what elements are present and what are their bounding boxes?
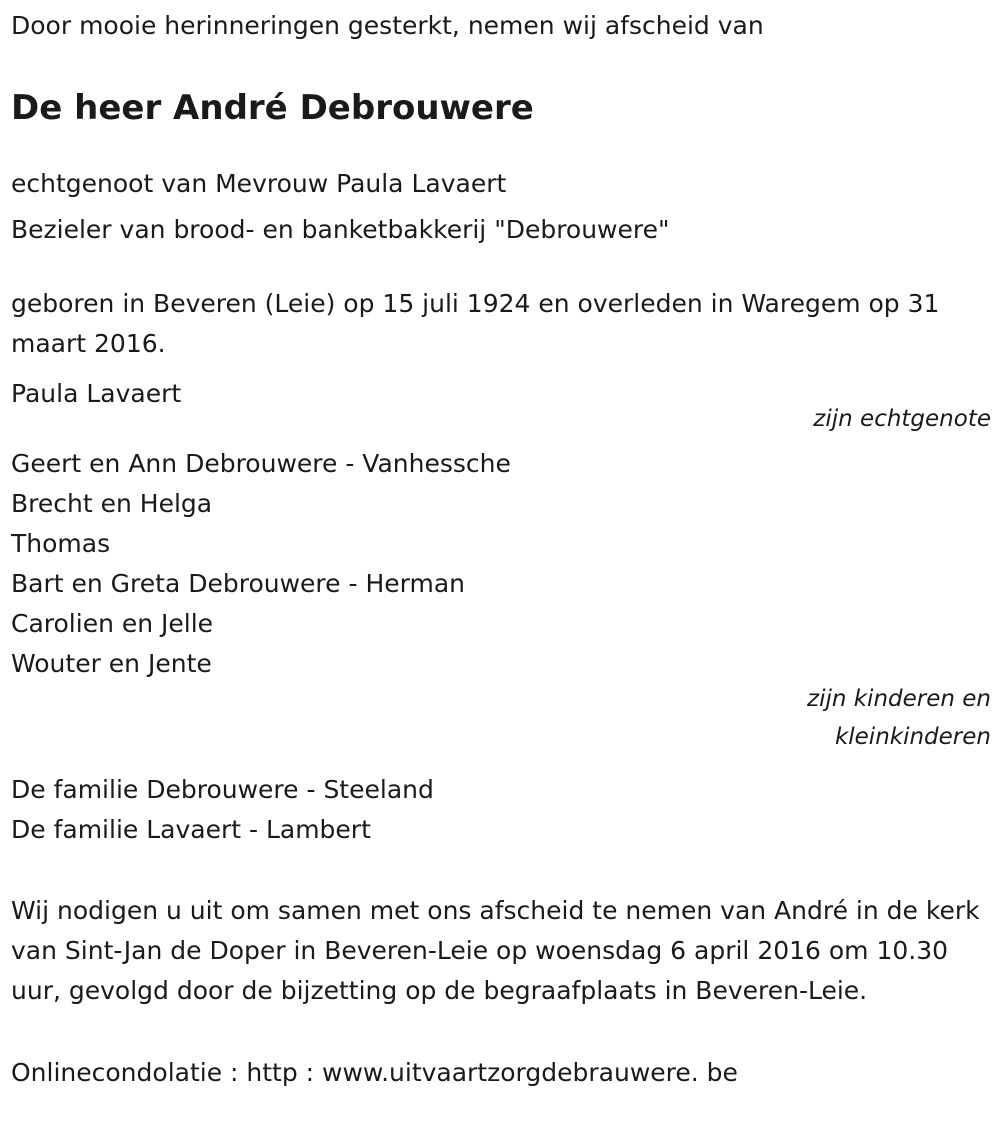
intro-text: Door mooie herinneringen gesterkt, nemen wij afscheid van — [11, 11, 764, 40]
obituary-notice — [11, 6, 991, 1093]
children-role-line-2: kleinkinderen — [834, 724, 991, 750]
spouse-line: echtgenoot van Mevrouw Paula Lavaert — [11, 169, 507, 198]
dates-line-1: geboren in Beveren (Leie) op 15 juli 1924 en overleden in Waregem op 31 — [11, 289, 940, 318]
partner-name: Paula Lavaert — [11, 379, 182, 408]
list-item: De familie Lavaert - Lambert — [11, 815, 371, 844]
spouse-info — [11, 161, 991, 253]
partner-section — [11, 374, 991, 436]
list-item: Geert en Ann Debrouwere - Vanhessche — [11, 449, 511, 478]
list-item: Wouter en Jente — [11, 649, 212, 678]
list-item: Carolien en Jelle — [11, 609, 214, 638]
list-item: De familie Debrouwere - Steeland — [11, 775, 434, 804]
list-item: Brecht en Helga — [11, 489, 213, 518]
list-item: Thomas — [11, 529, 111, 558]
children-role — [11, 680, 991, 756]
life-dates — [11, 284, 991, 364]
condolence-line: Onlinecondolatie : http : www.uitvaartzorgdebrauwere. be — [11, 1058, 738, 1087]
children-role-line-1: zijn kinderen en — [807, 686, 991, 712]
relatives-list — [11, 770, 991, 850]
occupation-line: Bezieler van brood- en banketbakkerij "Debrouwere" — [11, 215, 670, 244]
children-list — [11, 444, 991, 684]
dates-line-2: maart 2016. — [11, 329, 166, 358]
invitation-section — [11, 891, 991, 1011]
invitation-text: Wij nodigen u uit om samen met ons afscheid te nemen van André in de kerk van Sint-Jan de Doper in Beveren-Leie op woensdag 6 april 2016 om 10.30 uur, gevolgd door de bijzetting op de begraafplaats in Beveren-Leie. — [11, 896, 980, 1005]
deceased-name: De heer André Debrouwere — [11, 88, 534, 128]
partner-role: zijn echtgenote — [813, 406, 991, 432]
list-item: Bart en Greta Debrouwere - Herman — [11, 569, 465, 598]
